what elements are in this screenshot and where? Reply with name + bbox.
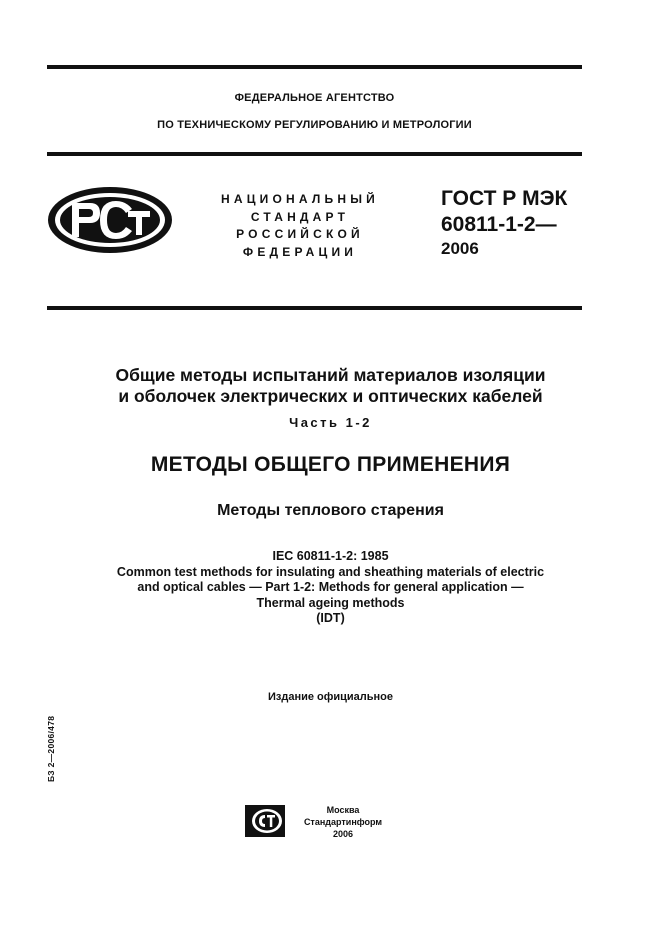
russian-title-line-1: Общие методы испытаний материалов изоляции xyxy=(115,365,546,385)
iec-line: Common test methods for insulating and sheathing materials of electric xyxy=(116,564,545,579)
iec-line: Thermal ageing methods xyxy=(256,595,405,610)
part-label: Часть 1-2 xyxy=(289,415,372,430)
publisher-name: Стандартинформ xyxy=(303,817,383,827)
standard-designation xyxy=(441,186,567,260)
russian-title xyxy=(20,365,641,407)
rst-certification-logo-icon xyxy=(46,185,174,255)
iec-line: (IDT) xyxy=(316,611,345,625)
designation-year: 2006 xyxy=(441,239,479,258)
standartinform-logo-icon xyxy=(245,805,285,837)
main-title: МЕТОДЫ ОБЩЕГО ПРИМЕНЕНИЯ xyxy=(150,453,511,476)
iec-line: and optical cables — Part 1-2: Methods for general application — xyxy=(137,580,524,594)
agency-line-1: ФЕДЕРАЛЬНОЕ АГЕНТСТВО xyxy=(234,92,395,104)
subtitle: Методы теплового старения xyxy=(217,502,444,519)
agency-line-2: ПО ТЕХНИЧЕСКОМУ РЕГУЛИРОВАНИЮ И МЕТРОЛОГИИ xyxy=(157,119,472,131)
designation-line-2: 60811-1-2— xyxy=(441,213,557,236)
designation-line-1: ГОСТ Р МЭК xyxy=(441,187,568,210)
edition-label: Издание официальное xyxy=(267,691,394,703)
national-standard-line: ФЕДЕРАЦИИ xyxy=(242,244,358,259)
russian-title-line-2: и оболочек электрических и оптических кабелей xyxy=(118,386,543,406)
upper-rule xyxy=(47,152,582,156)
publisher-year: 2006 xyxy=(332,829,354,839)
top-rule xyxy=(47,65,582,69)
iec-line: IEC 60811-1-2: 1985 xyxy=(272,549,389,563)
iec-reference xyxy=(20,549,641,627)
publisher-city: Москва xyxy=(326,805,360,815)
national-standard-label xyxy=(210,191,390,261)
national-standard-line: НАЦИОНАЛЬНЫЙ xyxy=(220,192,380,206)
national-standard-line: СТАНДАРТ xyxy=(250,209,350,224)
bz-code: БЗ 2—2006/478 xyxy=(46,715,56,782)
national-standard-line: РОССИЙСКОЙ xyxy=(236,227,364,241)
lower-rule xyxy=(47,306,582,310)
publisher-block xyxy=(298,804,388,840)
